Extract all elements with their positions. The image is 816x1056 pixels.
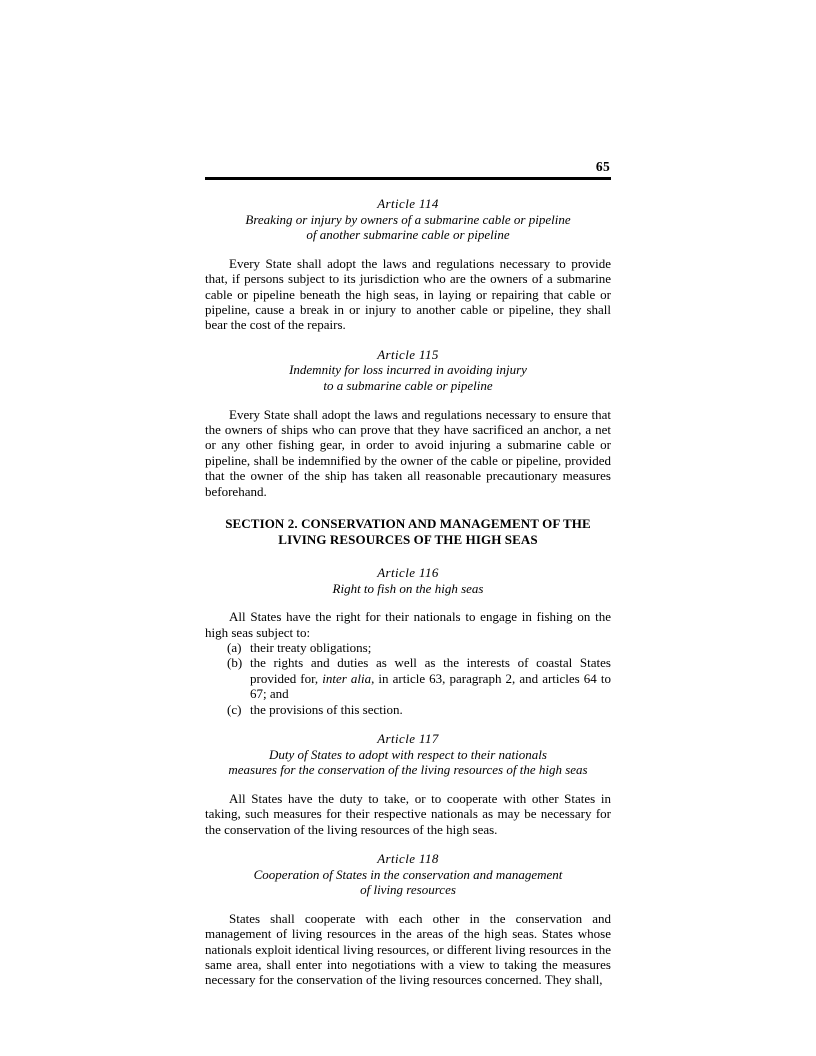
list-item-text-before: the rights and duties as well as the interests of coastal States provided for, <box>250 655 611 686</box>
article-116-number: Article 116 <box>377 565 439 581</box>
list-item-text-before: the provisions of this section. <box>250 701 403 717</box>
article-118-body: States shall cooperate with each other in the conservation and management of living resources in the areas of the high seas. States whose nationals exploit identical living resources, or different living resources in the same area, shall enter into negotiations with a view to taking the measures necessary for the conservation of the living resources concerned. They shall, <box>205 910 611 988</box>
article-116-list <box>205 640 611 717</box>
article-114-title-line-2: of another submarine cable or pipeline <box>306 227 510 243</box>
article-114-body: Every State shall adopt the laws and regulations necessary to provide that, if persons subject to its jurisdiction who are the owners of a submarine cable or pipeline beneath the high seas, in laying or repairing that cable or pipeline, cause a break in or injury to another cable or pipeline, they shall bear the cost of the repairs. <box>205 255 611 333</box>
article-117-body: All States have the duty to take, or to cooperate with other States in taking, such measures for their respective nationals as may be necessary for the conservation of the living resources of the high seas. <box>205 790 611 837</box>
spacer <box>205 596 611 609</box>
article-114-number: Article 114 <box>377 196 439 211</box>
article-117-title-line-2: measures for the conservation of the living resources of the high seas <box>228 762 588 778</box>
article-117-heading <box>205 731 611 778</box>
page-content <box>205 196 611 988</box>
spacer <box>205 548 611 565</box>
list-item <box>205 702 611 717</box>
article-117-title-line-1: Duty of States to adopt with respect to their nationals <box>269 746 547 762</box>
spacer <box>205 394 611 407</box>
list-item-text-after: , in article 63, paragraph 2, and articles 64 to 67; and <box>250 670 611 702</box>
article-116-lead: All States have the right for their nationals to engage in fishing on the high seas subject to: <box>205 609 611 640</box>
article-118-heading <box>205 851 611 898</box>
spacer <box>205 837 611 851</box>
spacer <box>205 243 611 256</box>
spacer <box>205 333 611 347</box>
spacer <box>205 499 611 516</box>
list-marker: (a) <box>227 640 242 656</box>
list-item-text-before: their treaty obligations; <box>250 640 372 656</box>
list-marker: (b) <box>227 655 243 671</box>
article-114-title-line-1: Breaking or injury by owners of a submarine cable or pipeline <box>245 211 571 227</box>
page-header <box>205 160 611 188</box>
article-118-title-line-1: Cooperation of States in the conservation and management <box>253 866 563 882</box>
article-115-body: Every State shall adopt the laws and regulations necessary to ensure that the owners of ships who can prove that they have sacrificed an anchor, a net or any other fishing gear, in order to avoid injuring a submarine cable or pipeline, shall be indemnified by the owner of the cable or pipeline, provided that the owner of the ship has taken all reasonable precautionary measures beforehand. <box>205 406 611 499</box>
article-115-title-line-1: Indemnity for loss incurred in avoiding injury <box>289 362 527 378</box>
article-115-number: Article 115 <box>377 346 439 362</box>
article-116-title-line-1: Right to fish on the high seas <box>332 580 484 596</box>
article-115-title-line-2: to a submarine cable or pipeline <box>323 378 493 393</box>
section-2-heading-line-1: SECTION 2. CONSERVATION AND MANAGEMENT OF THE <box>225 516 591 532</box>
article-118-title-line-2: of living resources <box>360 882 456 898</box>
article-117-number: Article 117 <box>377 731 439 747</box>
list-item <box>205 655 611 701</box>
article-118-number: Article 118 <box>377 851 439 867</box>
section-2-heading-line-2: LIVING RESOURCES OF THE HIGH SEAS <box>278 532 538 548</box>
article-116-heading <box>205 565 611 596</box>
spacer <box>205 717 611 731</box>
article-115-heading <box>205 347 611 394</box>
article-114-heading <box>205 196 611 243</box>
list-item-text-italic: inter alia <box>322 670 372 686</box>
header-rule <box>205 177 611 180</box>
section-2-heading <box>205 516 611 548</box>
spacer <box>205 778 611 791</box>
spacer <box>205 898 611 911</box>
page-number: 65 <box>595 159 610 174</box>
list-marker: (c) <box>227 701 242 717</box>
list-item <box>205 640 611 655</box>
